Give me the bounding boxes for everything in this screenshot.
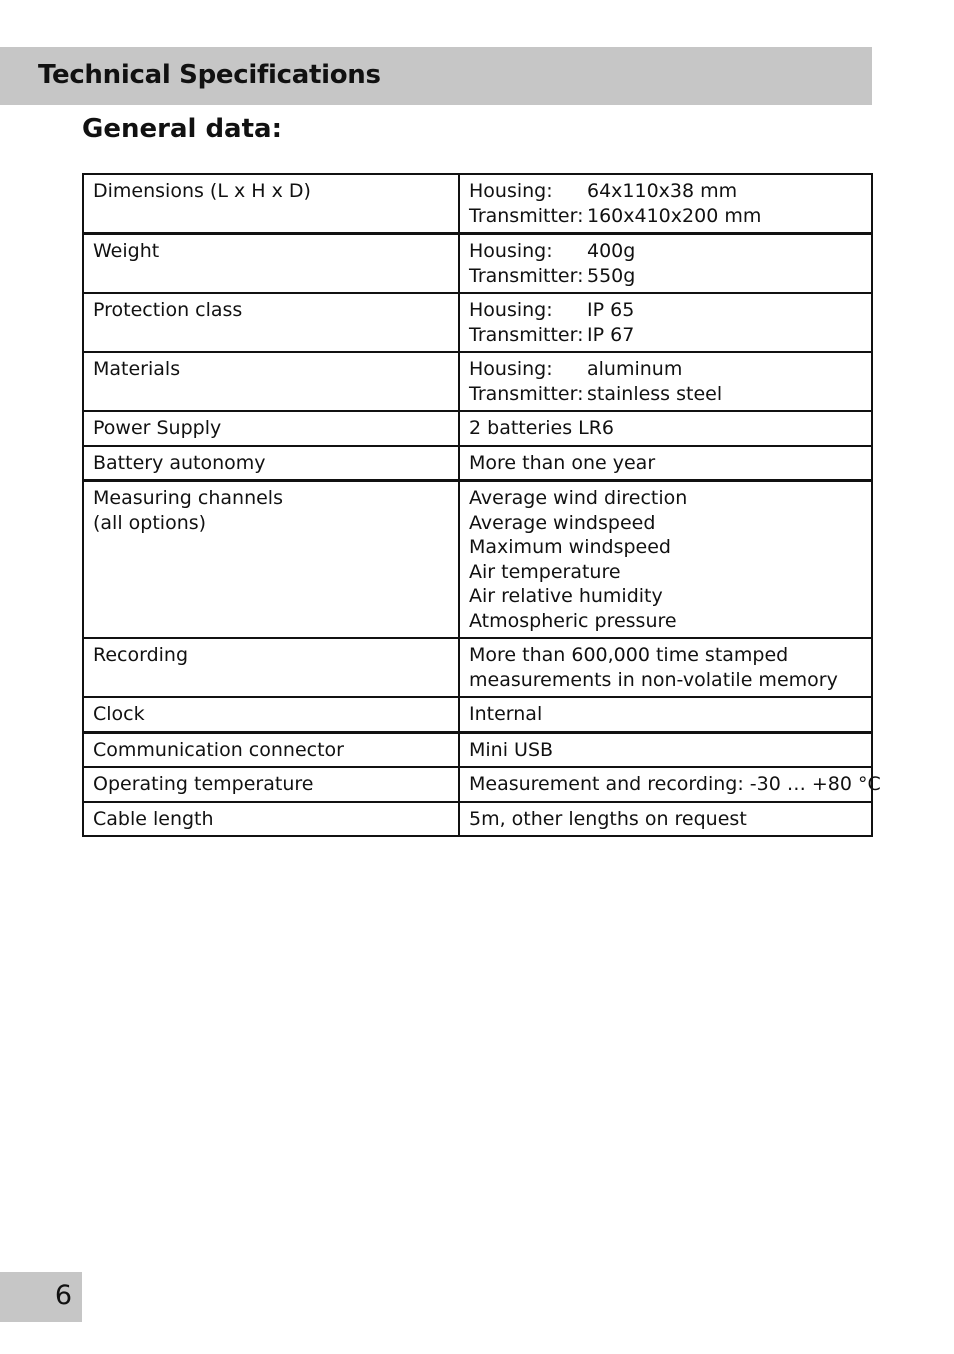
page-number-box	[0, 1272, 82, 1322]
spec-label: Battery autonomy	[93, 451, 266, 474]
spec-value-text: 2 batteries LR6	[469, 417, 615, 439]
spec-table-body	[83, 174, 881, 836]
spec-value-cell	[459, 352, 872, 411]
spec-value-key: Housing:	[469, 180, 553, 202]
table-row	[83, 697, 872, 732]
table-row	[83, 732, 872, 767]
spec-value-line	[469, 204, 863, 229]
spec-label: Protection class	[93, 299, 243, 321]
spec-value-text: 550g	[587, 264, 636, 287]
spec-value-text: More than 600,000 time stamped	[469, 644, 789, 666]
header-band	[0, 47, 872, 105]
spec-label: Communication connector	[93, 738, 344, 761]
spec-value-text: Average wind direction	[469, 487, 688, 509]
spec-value-text: stainless steel	[587, 382, 723, 405]
spec-value-line	[469, 179, 863, 204]
spec-value-cell	[459, 234, 872, 294]
spec-value-text: Internal	[469, 703, 543, 725]
spec-label-cell	[83, 352, 459, 411]
spec-value-text: IP 65	[587, 299, 635, 321]
spec-value-key: Transmitter:	[469, 204, 584, 227]
spec-label-cell	[83, 802, 459, 837]
spec-label: Recording	[93, 644, 189, 666]
spec-value-key: Housing:	[469, 299, 553, 321]
spec-label-cell	[83, 174, 459, 234]
spec-value-text: Maximum windspeed	[469, 536, 671, 558]
spec-label: Materials	[93, 358, 181, 380]
page-title: Technical Specifications	[38, 60, 381, 90]
spec-label-cell	[83, 446, 459, 481]
spec-value-cell	[459, 638, 872, 697]
spec-value-key: Transmitter:	[469, 323, 584, 346]
spec-table	[82, 173, 881, 837]
spec-value-text: Mini USB	[469, 738, 554, 761]
spec-value-line	[469, 357, 863, 382]
spec-label-cell	[83, 293, 459, 352]
table-row	[83, 293, 872, 352]
spec-value-key: Housing:	[469, 358, 553, 380]
table-row	[83, 802, 872, 837]
spec-value-text: Air temperature	[469, 560, 621, 583]
spec-value-line	[469, 298, 863, 323]
spec-value-text: measurements in non-volatile memory	[469, 668, 838, 691]
spec-value-cell	[459, 293, 872, 352]
spec-value-text: Atmospheric pressure	[469, 609, 677, 632]
spec-label: Weight	[93, 240, 160, 262]
table-row	[83, 767, 872, 802]
spec-value-text: More than one year	[469, 451, 656, 474]
spec-value-cell	[459, 174, 872, 234]
page-number: 6	[54, 1280, 72, 1311]
spec-value-text: Measurement and recording: -30 … +80 °C	[469, 773, 881, 795]
spec-value-key: Transmitter:	[469, 382, 584, 405]
spec-value-text: 160x410x200 mm	[587, 204, 762, 227]
spec-label: Operating temperature	[93, 773, 314, 795]
spec-label: Cable length	[93, 807, 214, 830]
spec-value-cell	[459, 732, 872, 767]
spec-label: Dimensions (L x H x D)	[93, 180, 311, 202]
spec-label: (all options)	[93, 511, 207, 534]
spec-value-text: IP 67	[587, 323, 635, 346]
spec-value-cell	[459, 767, 881, 802]
table-row	[83, 411, 872, 446]
spec-value-line	[469, 239, 863, 264]
table-row	[83, 234, 872, 294]
spec-value-line	[469, 264, 863, 289]
spec-label-cell	[83, 767, 459, 802]
spec-value-cell	[459, 446, 872, 481]
spec-label-cell	[83, 697, 459, 732]
spec-label-cell	[83, 638, 459, 697]
spec-value-key: Transmitter:	[469, 264, 584, 287]
spec-value-text: 64x110x38 mm	[587, 180, 738, 202]
spec-value-cell	[459, 411, 872, 446]
spec-label: Power Supply	[93, 417, 222, 439]
spec-value-text: aluminum	[587, 358, 683, 380]
spec-value-cell	[459, 697, 872, 732]
section-title: General data:	[82, 114, 282, 144]
spec-value-text: Average windspeed	[469, 511, 656, 534]
spec-value-cell	[459, 481, 872, 639]
table-row	[83, 481, 872, 639]
spec-value-line	[469, 382, 863, 407]
spec-value-text: 5m, other lengths on request	[469, 807, 747, 830]
spec-value-line	[469, 323, 863, 348]
spec-label: Measuring channels	[93, 487, 283, 509]
spec-value-key: Housing:	[469, 240, 553, 262]
spec-value-text: 400g	[587, 240, 636, 262]
spec-value-text: Air relative humidity	[469, 585, 663, 607]
table-row	[83, 352, 872, 411]
spec-label-cell	[83, 481, 459, 639]
spec-label-cell	[83, 234, 459, 294]
table-row	[83, 638, 872, 697]
table-row	[83, 446, 872, 481]
spec-label-cell	[83, 732, 459, 767]
spec-value-cell	[459, 802, 872, 837]
spec-label-cell	[83, 411, 459, 446]
table-row	[83, 174, 872, 234]
spec-label: Clock	[93, 703, 145, 725]
